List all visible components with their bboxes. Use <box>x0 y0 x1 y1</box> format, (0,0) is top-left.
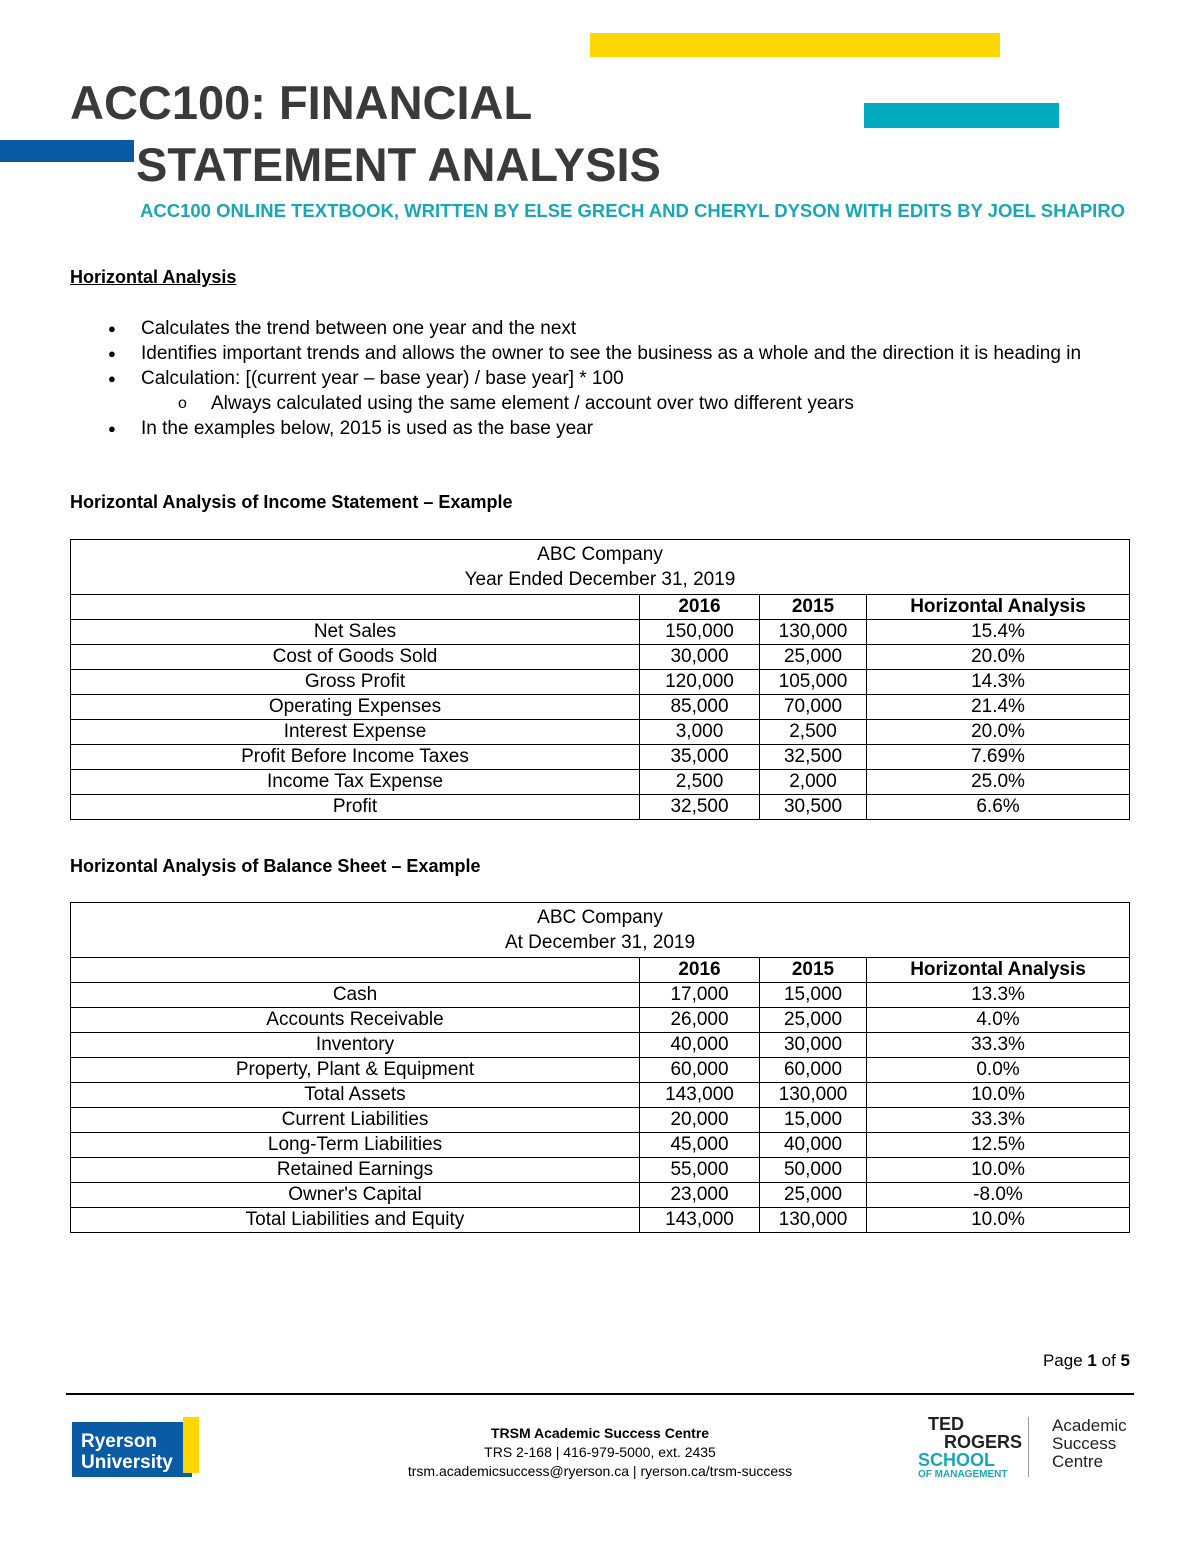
value-cell: 10.0% <box>867 1208 1130 1233</box>
value-cell: 15,000 <box>760 983 867 1008</box>
table-row <box>71 1108 1130 1133</box>
title-line-2: STATEMENT ANALYSIS <box>136 138 661 191</box>
value-cell: 12.5% <box>867 1133 1130 1158</box>
contact-line: TRS 2-168 | 416-979-5000, ext. 2435 <box>484 1444 716 1460</box>
value-cell: 7.69% <box>867 745 1130 770</box>
value-cell: 13.3% <box>867 983 1130 1008</box>
section-heading-horizontal-analysis: Horizontal Analysis <box>70 267 237 287</box>
value-cell: 0.0% <box>867 1058 1130 1083</box>
table-row <box>71 983 1130 1008</box>
row-label-cell: Total Assets <box>71 1083 640 1108</box>
value-cell: 14.3% <box>867 670 1130 695</box>
row-label-cell: Long-Term Liabilities <box>71 1133 640 1158</box>
row-label-cell: Retained Earnings <box>71 1158 640 1183</box>
income-statement-table <box>70 539 1130 820</box>
value-cell: 30,500 <box>760 795 867 820</box>
table-row <box>71 720 1130 745</box>
centre-name: TRSM Academic Success Centre <box>490 1425 710 1441</box>
page-subtitle: ACC100 ONLINE TEXTBOOK, WRITTEN BY ELSE GRECH AND CHERYL DYSON WITH EDITS BY JOEL SHAPIRO <box>140 200 1126 221</box>
value-cell: 30,000 <box>640 645 760 670</box>
value-cell: 143,000 <box>640 1083 760 1108</box>
value-cell: 45,000 <box>640 1133 760 1158</box>
value-cell: 3,000 <box>640 720 760 745</box>
table-row <box>71 1033 1130 1058</box>
value-cell: 55,000 <box>640 1158 760 1183</box>
row-label-cell: Interest Expense <box>71 720 640 745</box>
value-cell: 33.3% <box>867 1108 1130 1133</box>
table-header-row <box>71 595 1130 620</box>
value-cell: 25.0% <box>867 770 1130 795</box>
table-row <box>71 1133 1130 1158</box>
table-caption-row <box>71 540 1130 595</box>
section-heading-balance-sheet: Horizontal Analysis of Balance Sheet – Example <box>70 856 481 876</box>
value-cell: 10.0% <box>867 1158 1130 1183</box>
value-cell: 2,000 <box>760 770 867 795</box>
list-item: ● Calculates the trend between one year and the next <box>108 318 577 339</box>
table-row <box>71 645 1130 670</box>
table-caption-row <box>71 903 1130 958</box>
row-label-cell: Net Sales <box>71 620 640 645</box>
row-label-cell: Accounts Receivable <box>71 1008 640 1033</box>
row-label-cell: Inventory <box>71 1033 640 1058</box>
value-cell: 70,000 <box>760 695 867 720</box>
row-label-cell: Cash <box>71 983 640 1008</box>
bullet-icon: ● <box>108 321 116 336</box>
column-header: 2015 <box>760 595 867 620</box>
company-name: ABC Company <box>537 544 663 565</box>
current-page: 1 <box>1087 1351 1097 1370</box>
row-label-cell: Cost of Goods Sold <box>71 645 640 670</box>
column-header: 2016 <box>640 958 760 983</box>
bullet-icon: ● <box>108 371 116 386</box>
value-cell: 6.6% <box>867 795 1130 820</box>
value-cell: 150,000 <box>640 620 760 645</box>
statement-period: Year Ended December 31, 2019 <box>464 569 736 590</box>
decor-bar-teal <box>864 103 1059 128</box>
value-cell: 21.4% <box>867 695 1130 720</box>
company-name: ABC Company <box>537 907 663 928</box>
value-cell: 25,000 <box>760 1008 867 1033</box>
row-label-cell: Property, Plant & Equipment <box>71 1058 640 1083</box>
value-cell: 23,000 <box>640 1183 760 1208</box>
value-cell: 35,000 <box>640 745 760 770</box>
balance-sheet-table <box>70 902 1130 1233</box>
row-label-cell: Profit Before Income Taxes <box>71 745 640 770</box>
ted-rogers-school-logo: TED ROGERS SCHOOL OF MANAGEMENT <box>918 1414 1023 1480</box>
table-row <box>71 770 1130 795</box>
value-cell: 15.4% <box>867 620 1130 645</box>
value-cell: 30,000 <box>760 1033 867 1058</box>
bullet-list <box>70 316 1130 441</box>
value-cell: 40,000 <box>760 1133 867 1158</box>
sub-list-item: o Always calculated using the same element / account over two different years <box>178 393 854 414</box>
total-pages: 5 <box>1120 1351 1130 1370</box>
value-cell: 130,000 <box>760 620 867 645</box>
table-row <box>71 1158 1130 1183</box>
row-label-cell: Gross Profit <box>71 670 640 695</box>
table-row <box>71 1208 1130 1233</box>
statement-period: At December 31, 2019 <box>504 932 696 953</box>
table-row <box>71 695 1130 720</box>
column-header: 2015 <box>760 958 867 983</box>
table-row <box>71 745 1130 770</box>
bullet-icon: ● <box>108 421 116 436</box>
list-item: ● Identifies important trends and allows the owner to see the business as a whole and the direction it is heading in <box>108 343 1082 364</box>
value-cell: 4.0% <box>867 1008 1130 1033</box>
income-table-body <box>71 620 1130 820</box>
hollow-bullet-icon: o <box>178 395 187 412</box>
value-cell: 20.0% <box>867 720 1130 745</box>
table-row <box>71 1183 1130 1208</box>
value-cell: 85,000 <box>640 695 760 720</box>
ryerson-logo-accent <box>183 1417 199 1473</box>
table-row <box>71 1058 1130 1083</box>
table-row <box>71 620 1130 645</box>
value-cell: 32,500 <box>760 745 867 770</box>
row-label-cell: Owner's Capital <box>71 1183 640 1208</box>
value-cell: 60,000 <box>760 1058 867 1083</box>
table-row <box>71 670 1130 695</box>
list-item: ● Calculation: [(current year – base year) / base year] * 100 <box>108 368 624 389</box>
value-cell: 25,000 <box>760 1183 867 1208</box>
value-cell: 32,500 <box>640 795 760 820</box>
value-cell: 20.0% <box>867 645 1130 670</box>
row-label-cell: Total Liabilities and Equity <box>71 1208 640 1233</box>
section-heading-income-statement: Horizontal Analysis of Income Statement – Example <box>70 492 513 512</box>
value-cell: 40,000 <box>640 1033 760 1058</box>
value-cell: 130,000 <box>760 1208 867 1233</box>
value-cell: 2,500 <box>640 770 760 795</box>
value-cell: 15,000 <box>760 1108 867 1133</box>
value-cell: 33.3% <box>867 1033 1130 1058</box>
value-cell: 105,000 <box>760 670 867 695</box>
column-header: Horizontal Analysis <box>867 958 1130 983</box>
value-cell: 20,000 <box>640 1108 760 1133</box>
footer-divider <box>66 1393 1134 1395</box>
table-row <box>71 1083 1130 1108</box>
footer-contact <box>380 1424 820 1481</box>
table-header-row <box>71 958 1130 983</box>
table-row <box>71 1008 1130 1033</box>
value-cell: 17,000 <box>640 983 760 1008</box>
value-cell: 10.0% <box>867 1083 1130 1108</box>
value-cell: 50,000 <box>760 1158 867 1183</box>
academic-success-centre-logo: Academic Success Centre <box>1052 1416 1127 1471</box>
value-cell: 26,000 <box>640 1008 760 1033</box>
page-title <box>70 72 661 196</box>
value-cell: 2,500 <box>760 720 867 745</box>
logo-divider <box>1028 1417 1029 1477</box>
column-header: 2016 <box>640 595 760 620</box>
list-item: ● In the examples below, 2015 is used as the base year <box>108 418 594 439</box>
page-number: Page 1 of 5 <box>1042 1351 1130 1370</box>
column-header: Horizontal Analysis <box>867 595 1130 620</box>
value-cell: -8.0% <box>867 1183 1130 1208</box>
contact-line: trsm.academicsuccess@ryerson.ca | ryerson.ca/trsm-success <box>407 1463 793 1479</box>
value-cell: 25,000 <box>760 645 867 670</box>
value-cell: 120,000 <box>640 670 760 695</box>
table-row <box>71 795 1130 820</box>
row-label-cell: Current Liabilities <box>71 1108 640 1133</box>
value-cell: 130,000 <box>760 1083 867 1108</box>
value-cell: 60,000 <box>640 1058 760 1083</box>
row-label-cell: Income Tax Expense <box>71 770 640 795</box>
title-line-1: ACC100: FINANCIAL <box>70 76 533 129</box>
ryerson-university-logo: Ryerson University <box>72 1422 192 1477</box>
bullet-icon: ● <box>108 346 116 361</box>
row-label-cell: Profit <box>71 795 640 820</box>
balance-table-body <box>71 983 1130 1233</box>
value-cell: 143,000 <box>640 1208 760 1233</box>
decor-bar-yellow <box>590 33 1000 57</box>
row-label-cell: Operating Expenses <box>71 695 640 720</box>
